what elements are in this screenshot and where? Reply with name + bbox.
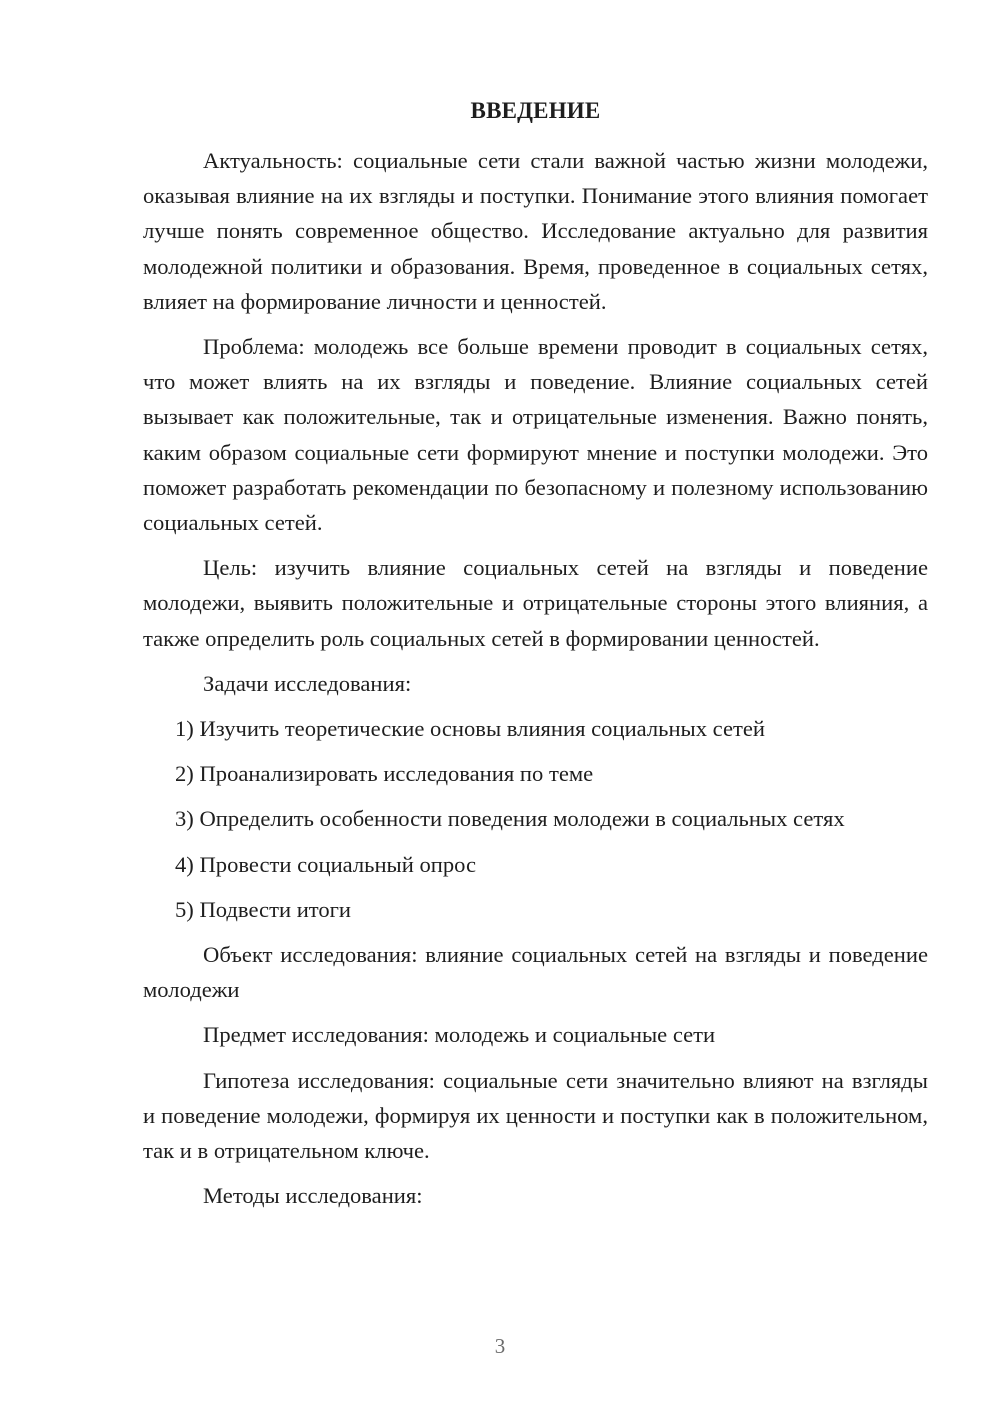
- paragraph-goal: Цель: изучить влияние социальных сетей на взгляды и поведение молодежи, выявить положительные и отрицательные стороны этого влияния, а также определить роль социальных сетей в формировании ценностей.: [143, 555, 928, 651]
- paragraph-relevance: Актуальность: социальные сети стали важной частью жизни молодежи, оказывая влияние на их взгляды и поступки. Понимание этого влияния помогает лучше понять современное общество. Исследование актуально для развития молодежной политики и образования. Время, проведенное в социальных сетях, влияет на формирование личности и ценностей.: [143, 148, 928, 314]
- tasks-list: [143, 711, 928, 927]
- paragraph-object: Объект исследования: влияние социальных сетей на взгляды и поведение молодежи: [143, 942, 928, 1003]
- tasks-heading: Задачи исследования:: [203, 670, 412, 696]
- paragraph-subject: Предмет исследования: молодежь и социальные сети: [203, 1022, 716, 1048]
- list-item: 2) Проанализировать исследования по теме: [175, 761, 594, 787]
- document-body: [143, 143, 928, 1223]
- page-number: 3: [494, 1334, 506, 1358]
- page-title: ВВЕДЕНИЕ: [470, 98, 601, 123]
- paragraph-problem: Проблема: молодежь все больше времени проводит в социальных сетях, что может влиять на их взгляды и поведение. Влияние социальных сетей вызывает как положительные, так и отрицательные изменения. Важно понять, каким образом социальные сети формируют мнение и поступки молодежи. Это поможет разработать рекомендации по безопасному и полезному использованию социальных сетей.: [143, 334, 928, 536]
- paragraph-hypothesis: Гипотеза исследования: социальные сети значительно влияют на взгляды и поведение молодежи, формируя их ценности и поступки как в положительном, так и в отрицательном ключе.: [143, 1067, 928, 1164]
- list-item: 1) Изучить теоретические основы влияния социальных сетей: [175, 716, 766, 742]
- list-item: 5) Подвести итоги: [175, 896, 352, 922]
- methods-heading: Методы исследования:: [203, 1183, 423, 1209]
- list-item: 4) Провести социальный опрос: [175, 851, 477, 877]
- list-item: 3) Определить особенности поведения молодежи в социальных сетях: [175, 806, 845, 832]
